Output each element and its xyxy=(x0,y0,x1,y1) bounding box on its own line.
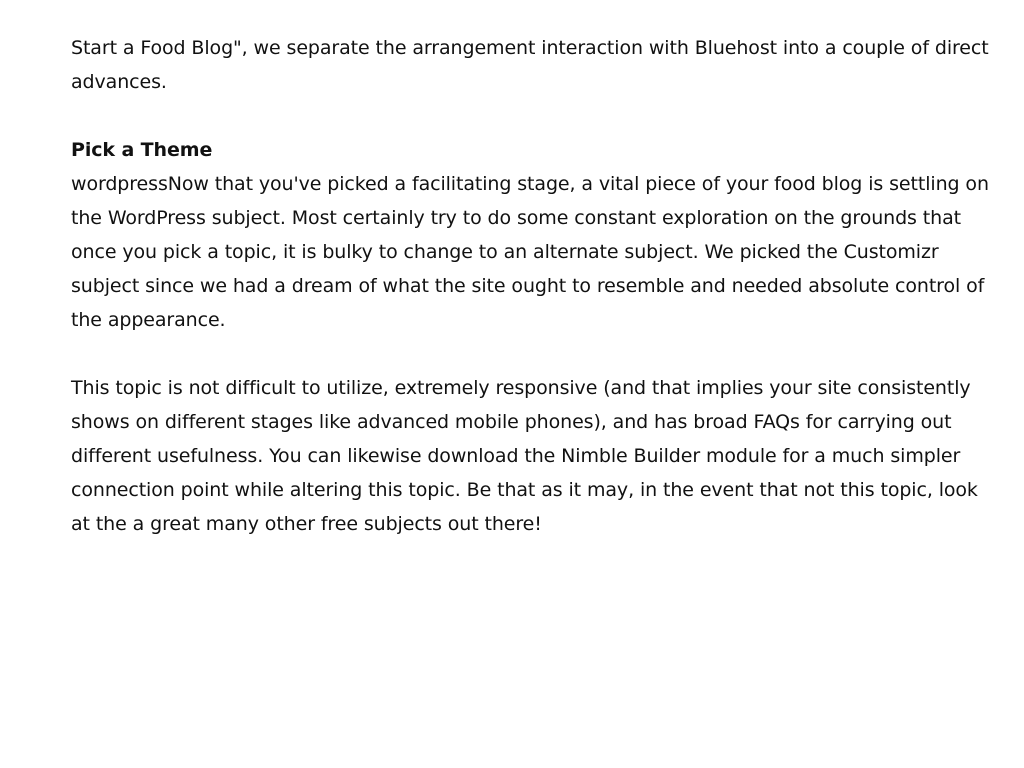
body-paragraph-1: wordpressNow that you've picked a facilitating stage, a vital piece of your food blog is settling on the WordPress subject. Most certainly try to do some constant exploration on the grounds that once you pick a topic, it is bulky to change to an alternate subject. We picked the Customizr subject since we had a dream of what the site ought to resemble and needed absolute control of the appearance. xyxy=(71,173,989,331)
paragraph-spacer xyxy=(71,337,1001,371)
paragraph-spacer xyxy=(71,99,1001,133)
body-paragraph-2: This topic is not difficult to utilize, extremely responsive (and that implies your site consistently shows on different stages like advanced mobile phones), and has broad FAQs for carrying out different usefulness. You can likewise download the Nimble Builder module for a much simpler connection point while altering this topic. Be that as it may, in the event that not this topic, look at the a great many other free subjects out there! xyxy=(71,377,978,535)
intro-paragraph: Start a Food Blog", we separate the arrangement interaction with Bluehost into a couple of direct advances. xyxy=(71,37,989,93)
section-heading: Pick a Theme xyxy=(71,139,213,161)
article-body xyxy=(71,31,1001,541)
